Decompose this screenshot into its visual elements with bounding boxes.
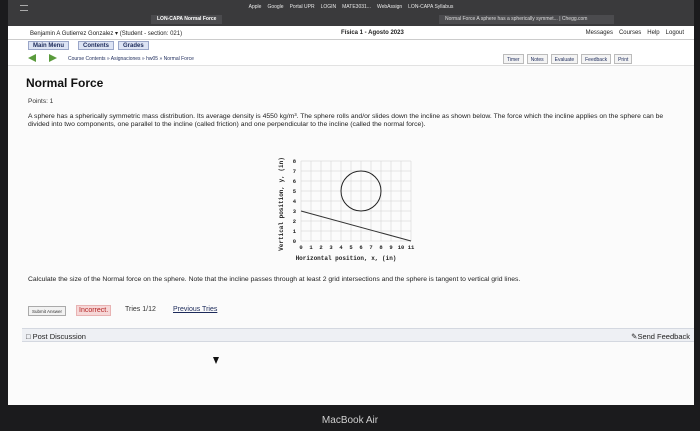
back-arrow-icon[interactable] [28,54,36,62]
y-tick-label: 0 [292,238,296,245]
y-tick-label: 3 [292,208,296,215]
tool-print-button[interactable]: Print [614,54,632,64]
bookmark-item[interactable]: Google [267,4,284,10]
tool-feedback-button[interactable]: Feedback [581,54,611,64]
bookmark-item[interactable]: LON-CAPA Syllabus [408,4,454,10]
pencil-icon: ✎ [631,332,638,341]
forward-arrow-icon[interactable] [49,54,57,62]
bookmark-item[interactable]: Portal UPR [289,4,315,10]
post-discussion-link[interactable] [26,332,86,341]
browser-bar [8,0,694,26]
y-tick-label: 2 [292,218,296,225]
y-tick-label: 5 [292,188,296,195]
status-badge: Incorrect. [76,305,111,316]
x-tick-label: 8 [379,244,383,251]
bookmark-item[interactable]: WebAssign [376,4,403,10]
page-title: Normal Force [26,76,104,90]
x-tick-label: 9 [389,244,393,251]
x-tick-labels [299,244,415,251]
bookmark-item[interactable]: Apple [248,4,262,10]
user-menu[interactable]: Benjamin A Gutierrez Gonzalez ▾ (Student - section: 021) [30,31,183,37]
device-label: MacBook Air [321,415,379,426]
nav-bar [8,51,694,66]
grid-lines [301,161,411,241]
header-link-logout[interactable]: Logout [665,30,684,36]
screen [8,0,694,405]
x-tick-label: 0 [299,244,303,251]
x-tick-label: 4 [339,244,343,251]
browser-tab[interactable]: Normal Force A sphere has a spherically symmet... | Chegg.com [439,15,614,24]
x-axis-label: Horizontal position, x, (in) [295,255,397,262]
tab-main-menu[interactable]: Main Menu [28,41,69,50]
lms-header [8,26,694,40]
question-text: Calculate the size of the Normal force on the sphere. Note that the incline passes through at least 2 grid intersections and the sphere is tangent to vertical grid lines. [28,276,521,283]
y-tick-label: 1 [292,228,296,235]
discussion-bar [22,328,694,342]
y-tick-label: 6 [292,178,296,185]
toolbar [500,54,632,64]
tool-notes-button[interactable]: Notes [527,54,548,64]
mouse-cursor [213,357,219,364]
x-tick-label: 11 [407,244,415,251]
x-tick-label: 7 [369,244,373,251]
header-links [580,30,684,36]
course-title: Física 1 - Agosto 2023 [341,30,404,36]
x-tick-label: 1 [309,244,313,251]
bookmark-item[interactable]: LOGIN [320,4,337,10]
tab-grades[interactable]: Grades [118,41,149,50]
x-tick-label: 6 [359,244,363,251]
tool-evaluate-button[interactable]: Evaluate [551,54,578,64]
menu-bar [8,40,694,51]
previous-tries-link[interactable]: Previous Tries [173,306,218,313]
send-feedback-link[interactable] [631,332,690,341]
incline-figure [270,146,440,266]
y-tick-labels [293,158,297,245]
tool-timer-button[interactable]: Timer [503,54,524,64]
x-tick-label: 5 [349,244,353,251]
x-tick-label: 10 [397,244,405,251]
points-label: Points: 1 [28,98,54,105]
breadcrumb[interactable]: Course Contents » Asignaciones » hw05 » Normal Force [68,56,194,62]
submit-answer-button[interactable]: Submit Answer [28,306,66,316]
y-tick-label: 8 [292,158,296,165]
y-tick-label: 4 [292,198,296,205]
bookmark-item[interactable]: MATE3031... [342,4,371,10]
tab-contents[interactable]: Contents [78,41,114,50]
x-tick-label: 3 [329,244,333,251]
header-link-messages[interactable]: Messages [585,30,613,36]
problem-text: A sphere has a spherically symmetric mass distribution. Its average density is 4550 kg/m³. The sphere rolls and/or slides down the incline as shown below. The force which the incline applies on the sphere can be divided into two components, one parallel to the incline (called friction) and one perpendicular to the incline (called the normal force). [28,113,664,128]
comment-icon: □ [26,332,33,341]
send-feedback-label: Send Feedback [637,332,690,341]
bookmarks-bar [8,4,694,12]
header-link-courses[interactable]: Courses [618,30,642,36]
y-tick-label: 7 [292,168,296,175]
y-axis-label: Vertical position, y, (in) [278,157,285,251]
tries-counter: Tries 1/12 [125,306,156,313]
incline-line [301,211,411,241]
post-discussion-label: Post Discussion [32,332,86,341]
browser-tab-active[interactable]: LON-CAPA Normal Force [151,15,222,24]
x-tick-label: 2 [319,244,323,251]
header-link-help[interactable]: Help [647,30,660,36]
